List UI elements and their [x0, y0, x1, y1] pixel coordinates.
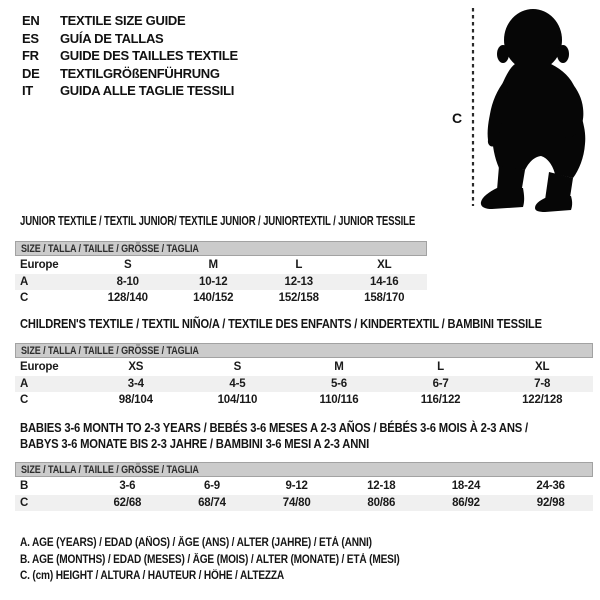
row-label: C	[15, 495, 85, 512]
table-row	[15, 495, 593, 512]
table-cell: S	[124, 259, 132, 272]
junior-table-title: JUNIOR TEXTILE / TEXTIL JUNIOR/ TEXTILE JUNIOR / JUNIORTEXTIL / JUNIOR TESSILE	[20, 214, 416, 228]
table-row	[15, 392, 593, 409]
size-header-label: SIZE / TALLA / TAILLE / GRÖSSE / TAGLIA	[21, 242, 199, 255]
language-code: IT	[22, 83, 33, 99]
language-code: FR	[22, 48, 39, 64]
table-cell: XL	[377, 259, 392, 272]
table-cell: XL	[535, 361, 550, 374]
language-title: TEXTILGRÖßENFÜHRUNG	[60, 65, 220, 81]
language-header	[22, 12, 238, 100]
row-label: C	[20, 394, 29, 407]
language-line-fr	[22, 47, 238, 65]
table-row	[15, 274, 427, 291]
table-cell: M	[334, 361, 344, 374]
row-label: Europe	[20, 361, 59, 374]
table-row	[15, 376, 593, 393]
table-row	[15, 359, 593, 376]
footnote-c: C. (cm) HEIGHT / ALTURA / HAUTEUR / HÖHE / ALTEZZA	[20, 570, 285, 582]
table-cell: 62/68	[85, 495, 170, 512]
junior-size-table	[15, 241, 427, 307]
table-cell: 8-10	[85, 274, 171, 291]
table-row	[15, 290, 427, 307]
table-cell: 86/92	[424, 495, 509, 512]
babies-title-line-1: BABIES 3-6 MONTH TO 2-3 YEARS / BEBÉS 3-6 MESES A 2-3 AÑOS / BÉBÉS 3-6 MOIS À 2-3 ANS /	[20, 421, 529, 435]
table-cell: 4-5	[187, 376, 289, 393]
language-title: GUÍA DE TALLAS	[60, 30, 164, 46]
height-label-c: C	[452, 110, 463, 126]
table-cell: 9-12	[285, 480, 308, 493]
table-cell: 3-6	[119, 480, 136, 493]
table-row	[15, 478, 593, 495]
legend-footnotes	[20, 537, 451, 587]
table-cell: 68/74	[170, 495, 255, 512]
table-cell: M	[208, 259, 218, 272]
babies-title-line-2: BABYS 3-6 MONATE BIS 2-3 JAHRE / BAMBINI 3-6 MESI A 2-3 ANNI	[20, 436, 370, 451]
table-cell: 7-8	[491, 376, 593, 393]
row-label: B	[20, 480, 29, 493]
table-cell: 10-12	[171, 274, 257, 291]
table-cell: 92/98	[508, 495, 593, 512]
size-header-bar	[15, 343, 593, 358]
row-label: A	[15, 376, 85, 393]
language-code: DE	[22, 65, 40, 81]
table-cell: 6-7	[390, 376, 492, 393]
table-cell: 74/80	[254, 495, 339, 512]
language-line-de	[22, 65, 238, 83]
language-title: GUIDE DES TAILLES TEXTILE	[60, 48, 238, 64]
table-cell: 98/104	[118, 394, 153, 407]
row-label: C	[20, 292, 29, 305]
table-cell: 80/86	[339, 495, 424, 512]
footnote-a: A. AGE (YEARS) / EDAD (AÑOS) / ÂGE (ANS) / ALTER (JAHRE) / ETÀ (ANNI)	[20, 537, 372, 549]
language-line-es	[22, 30, 238, 48]
table-cell: 12-13	[256, 274, 342, 291]
table-cell: 12-18	[367, 480, 396, 493]
table-cell: 110/116	[319, 394, 359, 407]
table-cell: 158/170	[364, 292, 405, 305]
size-header-bar	[15, 462, 593, 477]
toddler-silhouette-icon	[481, 9, 585, 212]
table-cell: 18-24	[451, 480, 481, 493]
babies-size-table	[15, 462, 593, 511]
language-title: GUIDA ALLE TAGLIE TESSILI	[60, 83, 235, 99]
table-row	[15, 257, 427, 274]
table-cell: 140/152	[193, 292, 234, 305]
language-title: TEXTILE SIZE GUIDE	[60, 13, 186, 29]
table-cell: 152/158	[278, 292, 319, 305]
babies-table-title	[20, 421, 528, 452]
children-size-table	[15, 343, 593, 409]
language-code: EN	[22, 13, 40, 29]
table-cell: 122/128	[522, 394, 563, 407]
table-cell: 14-16	[342, 274, 428, 291]
table-cell: 6-9	[203, 480, 220, 493]
size-header-bar	[15, 241, 427, 256]
table-cell: 104/110	[217, 394, 258, 407]
size-header-label: SIZE / TALLA / TAILLE / GRÖSSE / TAGLIA	[21, 344, 199, 357]
table-cell: L	[437, 361, 444, 374]
height-figure	[445, 2, 600, 214]
language-line-en	[22, 12, 238, 30]
table-cell: L	[295, 259, 303, 272]
table-cell: 116/122	[420, 394, 461, 407]
table-cell: S	[233, 361, 242, 374]
language-code: ES	[22, 30, 39, 46]
row-label: Europe	[20, 259, 59, 272]
row-label: A	[15, 274, 85, 291]
table-cell: 3-4	[85, 376, 187, 393]
table-cell: XS	[128, 361, 144, 374]
children-table-title: CHILDREN'S TEXTILE / TEXTIL NIÑO/A / TEXTILE DES ENFANTS / KINDERTEXTIL / BAMBINI TESSILE	[20, 317, 542, 331]
footnote-b: B. AGE (MONTHS) / EDAD (MESES) / ÂGE (MOIS) / ALTER (MONATE) / ETÀ (MESI)	[20, 553, 400, 566]
table-cell: 128/140	[107, 292, 148, 305]
table-cell: 5-6	[288, 376, 390, 393]
table-cell: 24-36	[536, 480, 565, 493]
language-line-it	[22, 82, 238, 100]
size-header-label: SIZE / TALLA / TAILLE / GRÖSSE / TAGLIA	[21, 463, 199, 476]
